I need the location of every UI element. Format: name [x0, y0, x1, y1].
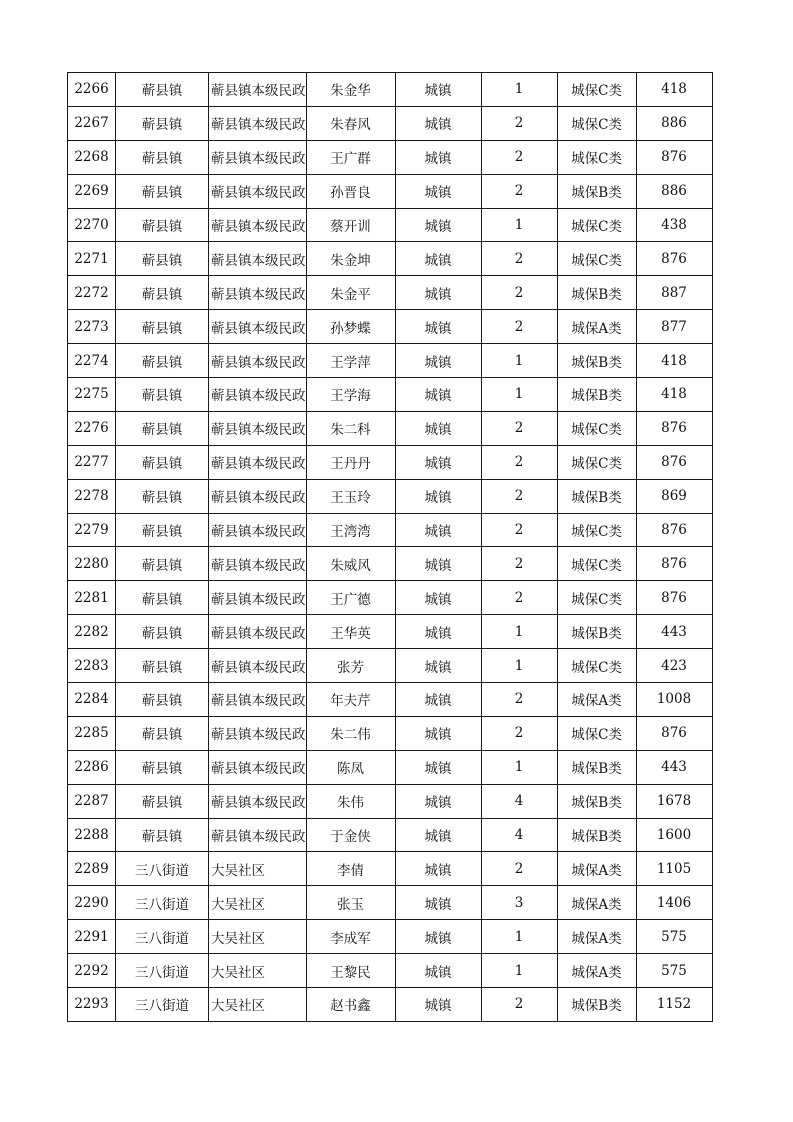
- household-size-cell: 2: [481, 310, 557, 344]
- category-cell: 城保B类: [557, 344, 636, 378]
- area-type-cell: 城镇: [395, 547, 481, 581]
- name-cell: 朱威风: [306, 547, 395, 581]
- unit-cell: 大吴社区: [209, 886, 307, 920]
- category-cell: 城保C类: [557, 242, 636, 276]
- area-type-cell: 城镇: [395, 140, 481, 174]
- unit-cell: 蕲县镇本级民政: [209, 615, 307, 649]
- area-type-cell: 城镇: [395, 784, 481, 818]
- name-cell: 张芳: [306, 649, 395, 683]
- unit-cell: 大吴社区: [209, 954, 307, 988]
- household-size-cell: 2: [481, 513, 557, 547]
- table-row: [68, 547, 713, 581]
- area-type-cell: 城镇: [395, 344, 481, 378]
- name-cell: 王学萍: [306, 344, 395, 378]
- name-cell: 年夫芹: [306, 683, 395, 717]
- table-row: [68, 174, 713, 208]
- amount-cell: 886: [636, 174, 712, 208]
- row-number-cell: 2275: [68, 378, 116, 412]
- row-number-cell: 2284: [68, 683, 116, 717]
- household-size-cell: 1: [481, 73, 557, 107]
- row-number-cell: 2292: [68, 954, 116, 988]
- name-cell: 王华英: [306, 615, 395, 649]
- name-cell: 陈凤: [306, 750, 395, 784]
- amount-cell: 418: [636, 344, 712, 378]
- row-number-cell: 2270: [68, 208, 116, 242]
- row-number-cell: 2276: [68, 411, 116, 445]
- table-row: [68, 649, 713, 683]
- area-type-cell: 城镇: [395, 378, 481, 412]
- category-cell: 城保A类: [557, 310, 636, 344]
- town-cell: 蕲县镇: [116, 106, 209, 140]
- town-cell: 蕲县镇: [116, 750, 209, 784]
- name-cell: 李成军: [306, 920, 395, 954]
- amount-cell: 438: [636, 208, 712, 242]
- name-cell: 王广群: [306, 140, 395, 174]
- town-cell: 蕲县镇: [116, 445, 209, 479]
- name-cell: 王丹丹: [306, 445, 395, 479]
- town-cell: 蕲县镇: [116, 378, 209, 412]
- unit-cell: 蕲县镇本级民政: [209, 174, 307, 208]
- town-cell: 蕲县镇: [116, 581, 209, 615]
- category-cell: 城保B类: [557, 784, 636, 818]
- category-cell: 城保C类: [557, 208, 636, 242]
- category-cell: 城保C类: [557, 716, 636, 750]
- household-size-cell: 1: [481, 750, 557, 784]
- table-row: [68, 310, 713, 344]
- table-row: [68, 818, 713, 852]
- category-cell: 城保C类: [557, 106, 636, 140]
- town-cell: 蕲县镇: [116, 547, 209, 581]
- name-cell: 于金侠: [306, 818, 395, 852]
- category-cell: 城保B类: [557, 988, 636, 1022]
- unit-cell: 蕲县镇本级民政: [209, 683, 307, 717]
- table-row: [68, 276, 713, 310]
- unit-cell: 大吴社区: [209, 988, 307, 1022]
- category-cell: 城保A类: [557, 954, 636, 988]
- row-number-cell: 2285: [68, 716, 116, 750]
- town-cell: 三八街道: [116, 920, 209, 954]
- area-type-cell: 城镇: [395, 615, 481, 649]
- town-cell: 三八街道: [116, 954, 209, 988]
- category-cell: 城保B类: [557, 174, 636, 208]
- town-cell: 三八街道: [116, 852, 209, 886]
- category-cell: 城保C类: [557, 649, 636, 683]
- town-cell: 蕲县镇: [116, 818, 209, 852]
- category-cell: 城保B类: [557, 750, 636, 784]
- table-row: [68, 716, 713, 750]
- table-row: [68, 479, 713, 513]
- name-cell: 朱金坤: [306, 242, 395, 276]
- unit-cell: 蕲县镇本级民政: [209, 784, 307, 818]
- unit-cell: 蕲县镇本级民政: [209, 140, 307, 174]
- unit-cell: 蕲县镇本级民政: [209, 445, 307, 479]
- area-type-cell: 城镇: [395, 242, 481, 276]
- table-row: [68, 513, 713, 547]
- unit-cell: 大吴社区: [209, 920, 307, 954]
- household-size-cell: 4: [481, 818, 557, 852]
- table-row: [68, 73, 713, 107]
- unit-cell: 大吴社区: [209, 852, 307, 886]
- amount-cell: 876: [636, 513, 712, 547]
- town-cell: 蕲县镇: [116, 276, 209, 310]
- category-cell: 城保B类: [557, 615, 636, 649]
- unit-cell: 蕲县镇本级民政: [209, 581, 307, 615]
- household-size-cell: 1: [481, 615, 557, 649]
- amount-cell: 418: [636, 73, 712, 107]
- name-cell: 孙梦蝶: [306, 310, 395, 344]
- subsidy-table: [67, 72, 713, 1022]
- town-cell: 蕲县镇: [116, 649, 209, 683]
- unit-cell: 蕲县镇本级民政: [209, 411, 307, 445]
- row-number-cell: 2273: [68, 310, 116, 344]
- unit-cell: 蕲县镇本级民政: [209, 310, 307, 344]
- area-type-cell: 城镇: [395, 445, 481, 479]
- household-size-cell: 2: [481, 276, 557, 310]
- household-size-cell: 2: [481, 683, 557, 717]
- row-number-cell: 2293: [68, 988, 116, 1022]
- amount-cell: 1152: [636, 988, 712, 1022]
- household-size-cell: 2: [481, 242, 557, 276]
- area-type-cell: 城镇: [395, 886, 481, 920]
- household-size-cell: 1: [481, 344, 557, 378]
- town-cell: 蕲县镇: [116, 344, 209, 378]
- table-row: [68, 378, 713, 412]
- row-number-cell: 2274: [68, 344, 116, 378]
- table-row: [68, 581, 713, 615]
- category-cell: 城保C类: [557, 581, 636, 615]
- amount-cell: 877: [636, 310, 712, 344]
- amount-cell: 876: [636, 411, 712, 445]
- town-cell: 三八街道: [116, 988, 209, 1022]
- category-cell: 城保B类: [557, 276, 636, 310]
- household-size-cell: 1: [481, 378, 557, 412]
- town-cell: 蕲县镇: [116, 615, 209, 649]
- unit-cell: 蕲县镇本级民政: [209, 242, 307, 276]
- category-cell: 城保A类: [557, 886, 636, 920]
- category-cell: 城保A类: [557, 683, 636, 717]
- name-cell: 李倩: [306, 852, 395, 886]
- row-number-cell: 2267: [68, 106, 116, 140]
- household-size-cell: 2: [481, 479, 557, 513]
- amount-cell: 876: [636, 445, 712, 479]
- row-number-cell: 2278: [68, 479, 116, 513]
- row-number-cell: 2268: [68, 140, 116, 174]
- area-type-cell: 城镇: [395, 988, 481, 1022]
- table-row: [68, 615, 713, 649]
- unit-cell: 蕲县镇本级民政: [209, 378, 307, 412]
- amount-cell: 876: [636, 547, 712, 581]
- household-size-cell: 2: [481, 852, 557, 886]
- area-type-cell: 城镇: [395, 954, 481, 988]
- table-row: [68, 242, 713, 276]
- name-cell: 王湾湾: [306, 513, 395, 547]
- household-size-cell: 2: [481, 174, 557, 208]
- row-number-cell: 2286: [68, 750, 116, 784]
- name-cell: 朱二伟: [306, 716, 395, 750]
- name-cell: 王广德: [306, 581, 395, 615]
- town-cell: 蕲县镇: [116, 242, 209, 276]
- row-number-cell: 2289: [68, 852, 116, 886]
- amount-cell: 1600: [636, 818, 712, 852]
- category-cell: 城保B类: [557, 479, 636, 513]
- table-row: [68, 886, 713, 920]
- unit-cell: 蕲县镇本级民政: [209, 716, 307, 750]
- area-type-cell: 城镇: [395, 411, 481, 445]
- row-number-cell: 2281: [68, 581, 116, 615]
- category-cell: 城保B类: [557, 378, 636, 412]
- amount-cell: 876: [636, 242, 712, 276]
- category-cell: 城保A类: [557, 852, 636, 886]
- area-type-cell: 城镇: [395, 852, 481, 886]
- amount-cell: 1008: [636, 683, 712, 717]
- category-cell: 城保C类: [557, 73, 636, 107]
- amount-cell: 1678: [636, 784, 712, 818]
- table-row: [68, 852, 713, 886]
- category-cell: 城保C类: [557, 140, 636, 174]
- name-cell: 王学海: [306, 378, 395, 412]
- amount-cell: 1105: [636, 852, 712, 886]
- unit-cell: 蕲县镇本级民政: [209, 513, 307, 547]
- household-size-cell: 1: [481, 920, 557, 954]
- row-number-cell: 2291: [68, 920, 116, 954]
- town-cell: 蕲县镇: [116, 716, 209, 750]
- unit-cell: 蕲县镇本级民政: [209, 344, 307, 378]
- area-type-cell: 城镇: [395, 310, 481, 344]
- amount-cell: 886: [636, 106, 712, 140]
- table-row: [68, 750, 713, 784]
- household-size-cell: 2: [481, 547, 557, 581]
- town-cell: 三八街道: [116, 886, 209, 920]
- row-number-cell: 2288: [68, 818, 116, 852]
- name-cell: 张玉: [306, 886, 395, 920]
- name-cell: 朱春风: [306, 106, 395, 140]
- name-cell: 朱金平: [306, 276, 395, 310]
- area-type-cell: 城镇: [395, 513, 481, 547]
- amount-cell: 418: [636, 378, 712, 412]
- name-cell: 朱伟: [306, 784, 395, 818]
- amount-cell: 876: [636, 716, 712, 750]
- name-cell: 王黎民: [306, 954, 395, 988]
- household-size-cell: 2: [481, 140, 557, 174]
- table-row: [68, 954, 713, 988]
- household-size-cell: 2: [481, 581, 557, 615]
- amount-cell: 887: [636, 276, 712, 310]
- row-number-cell: 2287: [68, 784, 116, 818]
- household-size-cell: 1: [481, 954, 557, 988]
- table-row: [68, 344, 713, 378]
- area-type-cell: 城镇: [395, 649, 481, 683]
- town-cell: 蕲县镇: [116, 208, 209, 242]
- table-row: [68, 445, 713, 479]
- town-cell: 蕲县镇: [116, 73, 209, 107]
- household-size-cell: 1: [481, 208, 557, 242]
- town-cell: 蕲县镇: [116, 513, 209, 547]
- table-row: [68, 683, 713, 717]
- name-cell: 朱二科: [306, 411, 395, 445]
- amount-cell: 575: [636, 920, 712, 954]
- category-cell: 城保A类: [557, 920, 636, 954]
- amount-cell: 876: [636, 140, 712, 174]
- category-cell: 城保C类: [557, 513, 636, 547]
- table-body: [68, 73, 713, 1022]
- row-number-cell: 2266: [68, 73, 116, 107]
- area-type-cell: 城镇: [395, 581, 481, 615]
- row-number-cell: 2280: [68, 547, 116, 581]
- category-cell: 城保C类: [557, 411, 636, 445]
- row-number-cell: 2277: [68, 445, 116, 479]
- household-size-cell: 1: [481, 649, 557, 683]
- row-number-cell: 2290: [68, 886, 116, 920]
- amount-cell: 1406: [636, 886, 712, 920]
- town-cell: 蕲县镇: [116, 683, 209, 717]
- town-cell: 蕲县镇: [116, 174, 209, 208]
- category-cell: 城保C类: [557, 445, 636, 479]
- table-row: [68, 920, 713, 954]
- area-type-cell: 城镇: [395, 208, 481, 242]
- amount-cell: 575: [636, 954, 712, 988]
- household-size-cell: 2: [481, 445, 557, 479]
- town-cell: 蕲县镇: [116, 140, 209, 174]
- table-row: [68, 208, 713, 242]
- area-type-cell: 城镇: [395, 818, 481, 852]
- table-row: [68, 140, 713, 174]
- unit-cell: 蕲县镇本级民政: [209, 106, 307, 140]
- unit-cell: 蕲县镇本级民政: [209, 649, 307, 683]
- household-size-cell: 3: [481, 886, 557, 920]
- row-number-cell: 2279: [68, 513, 116, 547]
- area-type-cell: 城镇: [395, 683, 481, 717]
- row-number-cell: 2283: [68, 649, 116, 683]
- name-cell: 朱金华: [306, 73, 395, 107]
- town-cell: 蕲县镇: [116, 310, 209, 344]
- unit-cell: 蕲县镇本级民政: [209, 750, 307, 784]
- row-number-cell: 2282: [68, 615, 116, 649]
- household-size-cell: 2: [481, 988, 557, 1022]
- table-row: [68, 106, 713, 140]
- row-number-cell: 2272: [68, 276, 116, 310]
- name-cell: 王玉玲: [306, 479, 395, 513]
- name-cell: 孙晋良: [306, 174, 395, 208]
- table-row: [68, 411, 713, 445]
- area-type-cell: 城镇: [395, 479, 481, 513]
- category-cell: 城保B类: [557, 818, 636, 852]
- table-row: [68, 988, 713, 1022]
- area-type-cell: 城镇: [395, 73, 481, 107]
- household-size-cell: 2: [481, 716, 557, 750]
- amount-cell: 443: [636, 615, 712, 649]
- unit-cell: 蕲县镇本级民政: [209, 479, 307, 513]
- amount-cell: 876: [636, 581, 712, 615]
- town-cell: 蕲县镇: [116, 479, 209, 513]
- household-size-cell: 2: [481, 411, 557, 445]
- unit-cell: 蕲县镇本级民政: [209, 818, 307, 852]
- row-number-cell: 2271: [68, 242, 116, 276]
- household-size-cell: 2: [481, 106, 557, 140]
- area-type-cell: 城镇: [395, 174, 481, 208]
- area-type-cell: 城镇: [395, 750, 481, 784]
- town-cell: 蕲县镇: [116, 784, 209, 818]
- area-type-cell: 城镇: [395, 106, 481, 140]
- amount-cell: 423: [636, 649, 712, 683]
- table-row: [68, 784, 713, 818]
- amount-cell: 443: [636, 750, 712, 784]
- area-type-cell: 城镇: [395, 920, 481, 954]
- row-number-cell: 2269: [68, 174, 116, 208]
- name-cell: 蔡开训: [306, 208, 395, 242]
- town-cell: 蕲县镇: [116, 411, 209, 445]
- category-cell: 城保C类: [557, 547, 636, 581]
- unit-cell: 蕲县镇本级民政: [209, 276, 307, 310]
- name-cell: 赵书鑫: [306, 988, 395, 1022]
- unit-cell: 蕲县镇本级民政: [209, 208, 307, 242]
- amount-cell: 869: [636, 479, 712, 513]
- household-size-cell: 4: [481, 784, 557, 818]
- unit-cell: 蕲县镇本级民政: [209, 73, 307, 107]
- unit-cell: 蕲县镇本级民政: [209, 547, 307, 581]
- area-type-cell: 城镇: [395, 276, 481, 310]
- area-type-cell: 城镇: [395, 716, 481, 750]
